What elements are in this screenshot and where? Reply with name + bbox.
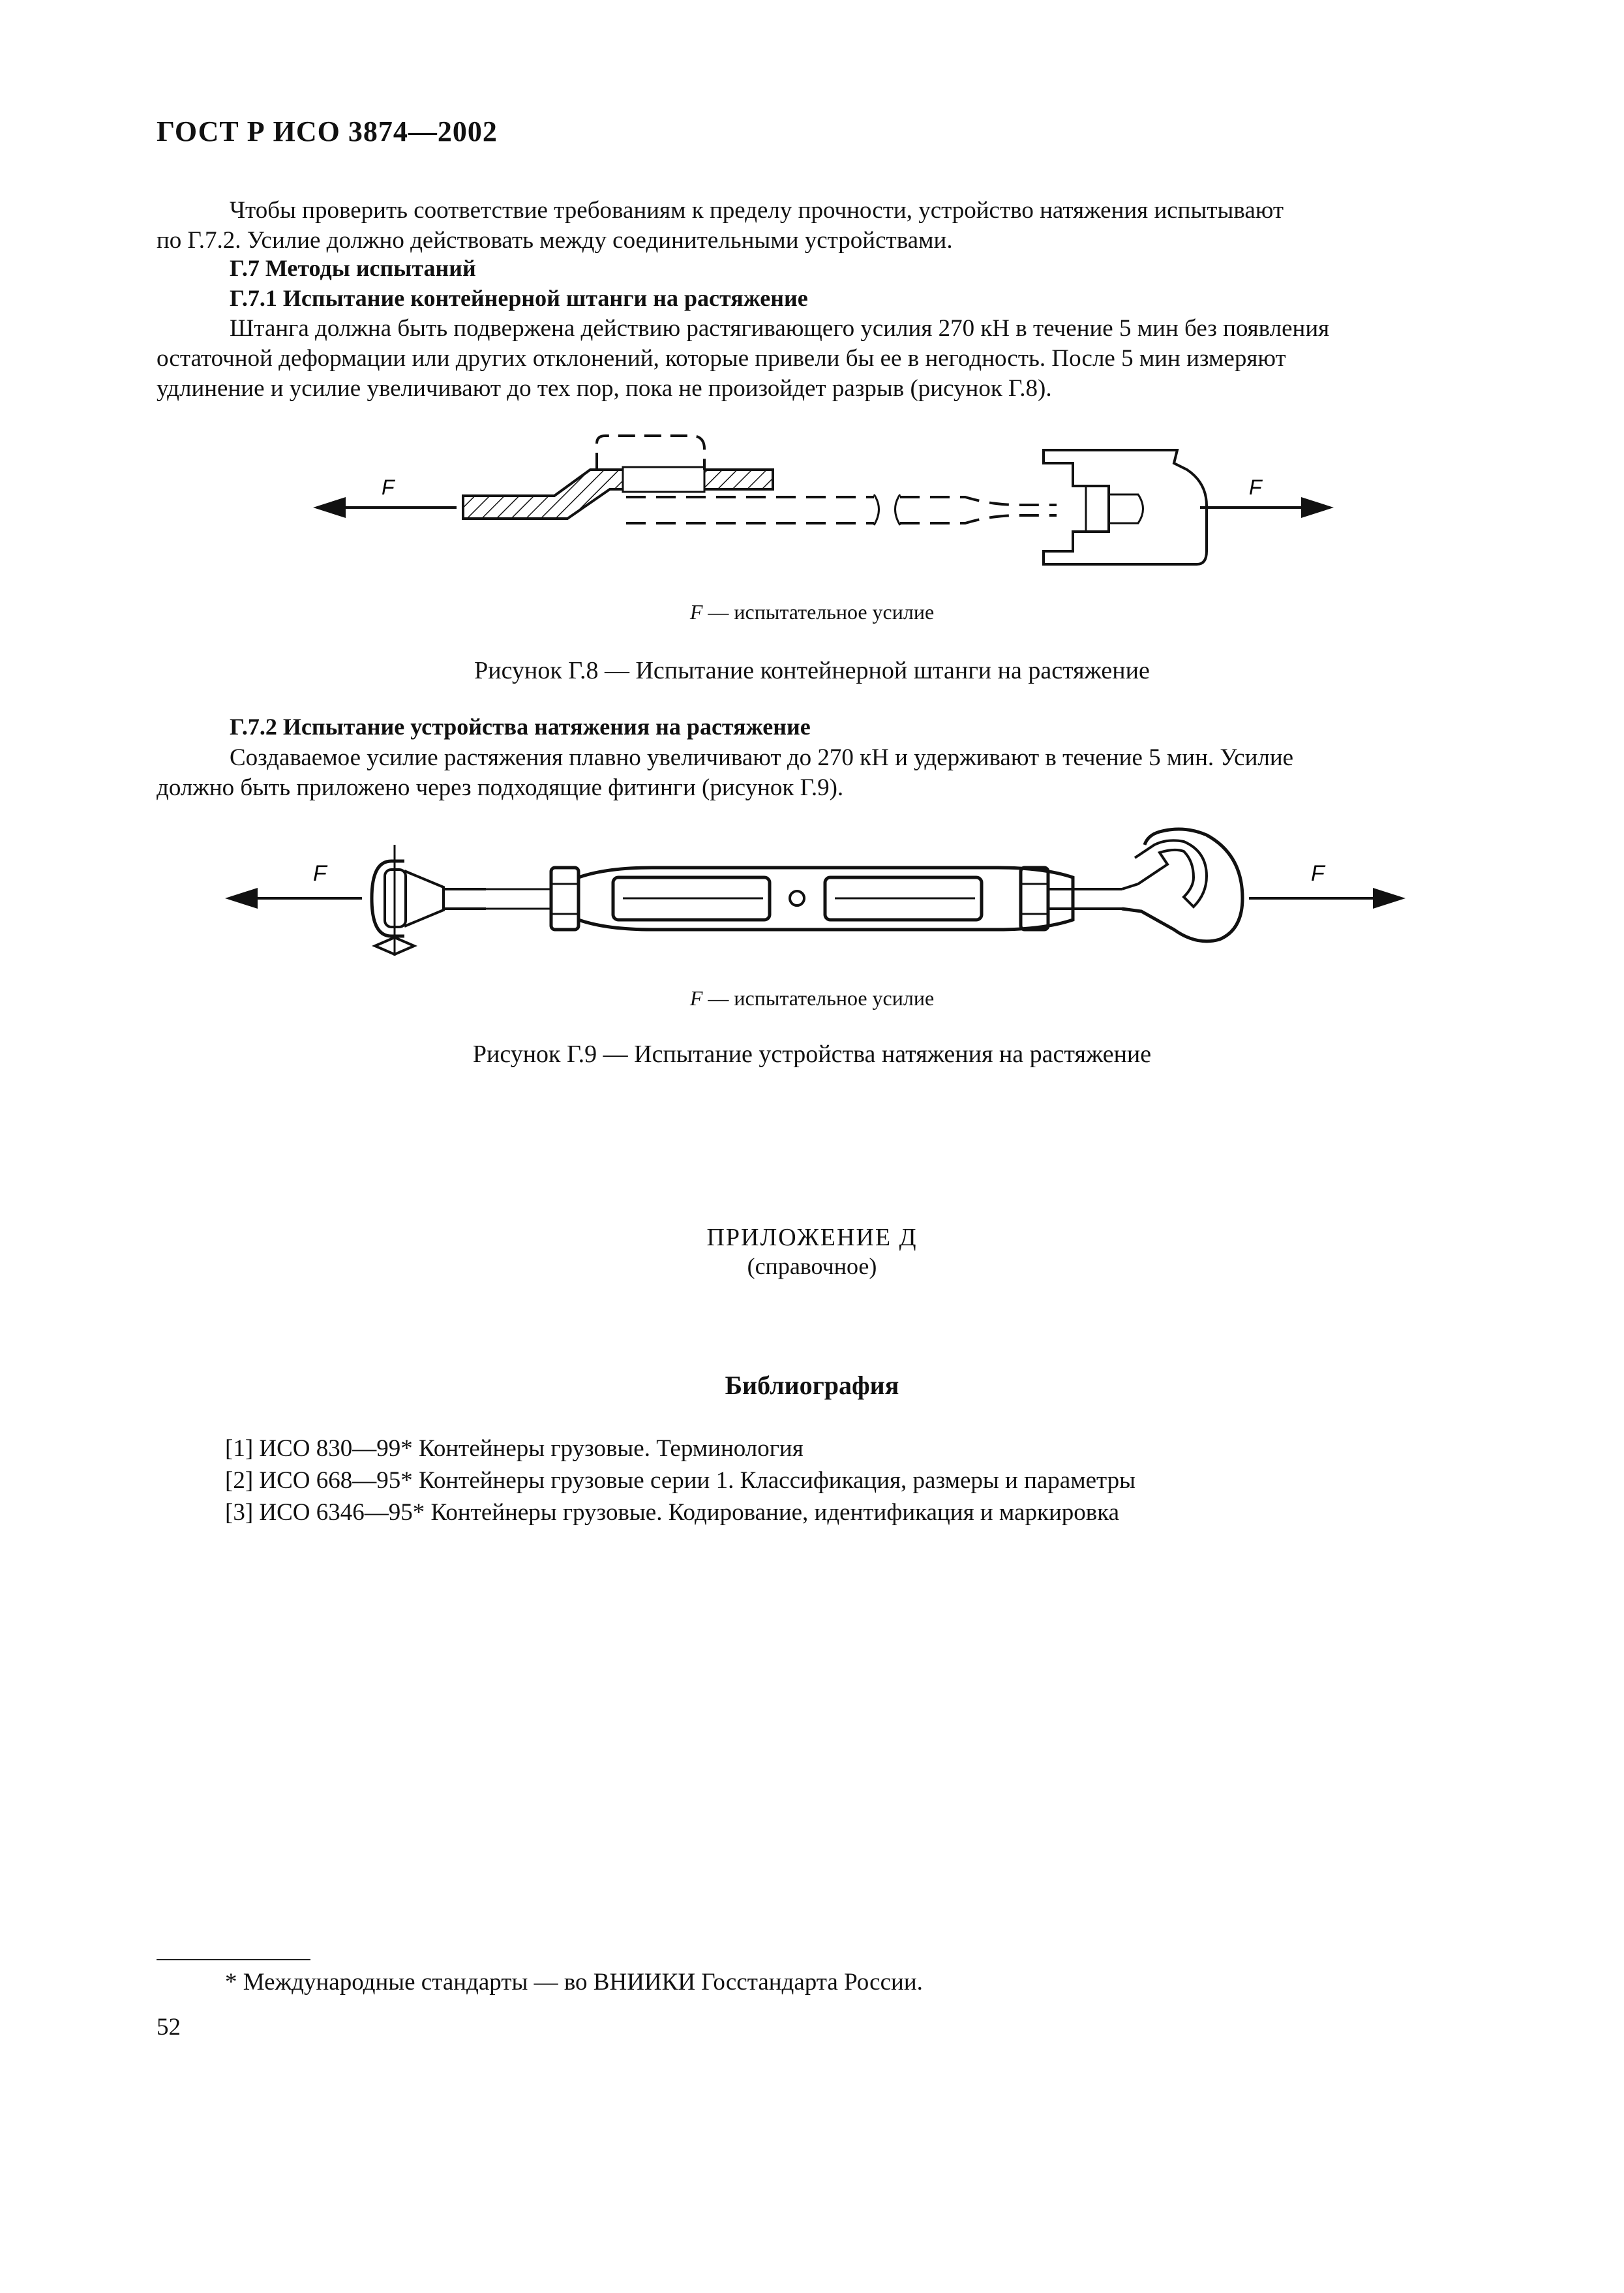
figure-g9-right-label: F <box>1311 861 1325 886</box>
figure-g9-legend-text: — испытательное усилие <box>702 986 935 1010</box>
intro-line-1: Чтобы проверить соответствие требованиям к пределу прочности, устройство натяжения испытывают <box>230 197 1284 224</box>
g72-line-1: Создаваемое усилие растяжения плавно увеличивают до 270 кН и удерживают в течение 5 мин. Усилие <box>230 744 1294 771</box>
appendix-subtitle: (справочное) <box>747 1253 877 1279</box>
bibliography-title: Библиография <box>725 1371 899 1400</box>
page-number: 52 <box>157 2014 181 2041</box>
bar-hatched-end <box>463 436 773 519</box>
section-g71-paragraph <box>157 314 1473 404</box>
section-g72-heading: Г.7.2 Испытание устройства натяжения на растяжение <box>230 714 811 740</box>
figure-g9-caption: Рисунок Г.9 — Испытание устройства натяжения на растяжение <box>472 1040 1152 1068</box>
arrow-left-icon <box>313 497 457 518</box>
figure-g8-drawing <box>0 424 1624 587</box>
g72-line-2: должно быть приложено через подходящие фитинги (рисунок Г.9). <box>157 774 844 801</box>
bibliography-item: [3] ИСО 6346—95* Контейнеры грузовые. Кодирование, идентификация и маркировка <box>225 1499 1120 1526</box>
section-g72-paragraph <box>157 743 1473 803</box>
clevis-shackle <box>372 845 551 956</box>
arrow-left-icon <box>225 888 362 909</box>
figure-g9-left-label: F <box>313 861 327 886</box>
intro-line-2: по Г.7.2. Усилие должно действовать между соединительными устройствами. <box>157 227 953 254</box>
arrow-right-icon <box>1301 497 1334 518</box>
g71-line-3: удлинение и усилие увеличивают до тех пор, пока не произойдет разрыв (рисунок Г.8). <box>157 375 1052 402</box>
figure-g8-right-label: F <box>1249 476 1262 499</box>
g71-line-2: остаточной деформации или других отклонений, которые привели бы ее в негодность. После 5 мин измеряют <box>157 345 1286 372</box>
g71-line-1: Штанга должна быть подвержена действию растягивающего усилия 270 кН в течение 5 мин без появления <box>230 315 1330 342</box>
bar-dashed-body <box>626 494 1057 525</box>
left-hex-nut <box>551 868 579 930</box>
footnote-divider <box>157 1959 310 1960</box>
section-g7-heading: Г.7 Методы испытаний <box>230 255 476 281</box>
footnote: * Международные стандарты — во ВНИИКИ Госстандарта России. <box>225 1969 923 1996</box>
arrow-right-icon <box>1249 888 1406 909</box>
bar-fork-end <box>1044 450 1207 564</box>
figure-g9-legend <box>0 986 1624 1010</box>
right-hex-nut <box>1021 868 1048 930</box>
hook <box>1048 829 1242 941</box>
bibliography-list <box>225 1433 1135 1528</box>
turnbuckle-body <box>579 868 1073 930</box>
figure-g8-legend-text: — испытательное усилие <box>702 600 935 624</box>
figure-g8-legend-symbol: F <box>689 600 703 624</box>
figure-g8-left-label: F <box>382 476 395 499</box>
appendix-title: ПРИЛОЖЕНИЕ Д <box>706 1224 918 1251</box>
figure-g8-legend <box>0 600 1624 624</box>
page-header: ГОСТ Р ИСО 3874—2002 <box>157 115 498 147</box>
bibliography-item: [1] ИСО 830—99* Контейнеры грузовые. Терминология <box>225 1435 804 1462</box>
figure-g9-legend-symbol: F <box>689 986 703 1010</box>
intro-paragraph <box>157 196 1473 256</box>
figure-g9-drawing <box>0 825 1624 982</box>
bibliography-item: [2] ИСО 668—95* Контейнеры грузовые серии 1. Классификация, размеры и параметры <box>225 1467 1136 1494</box>
section-g71-heading: Г.7.1 Испытание контейнерной штанги на растяжение <box>230 285 808 311</box>
figure-g8-caption: Рисунок Г.8 — Испытание контейнерной штанги на растяжение <box>474 657 1150 684</box>
